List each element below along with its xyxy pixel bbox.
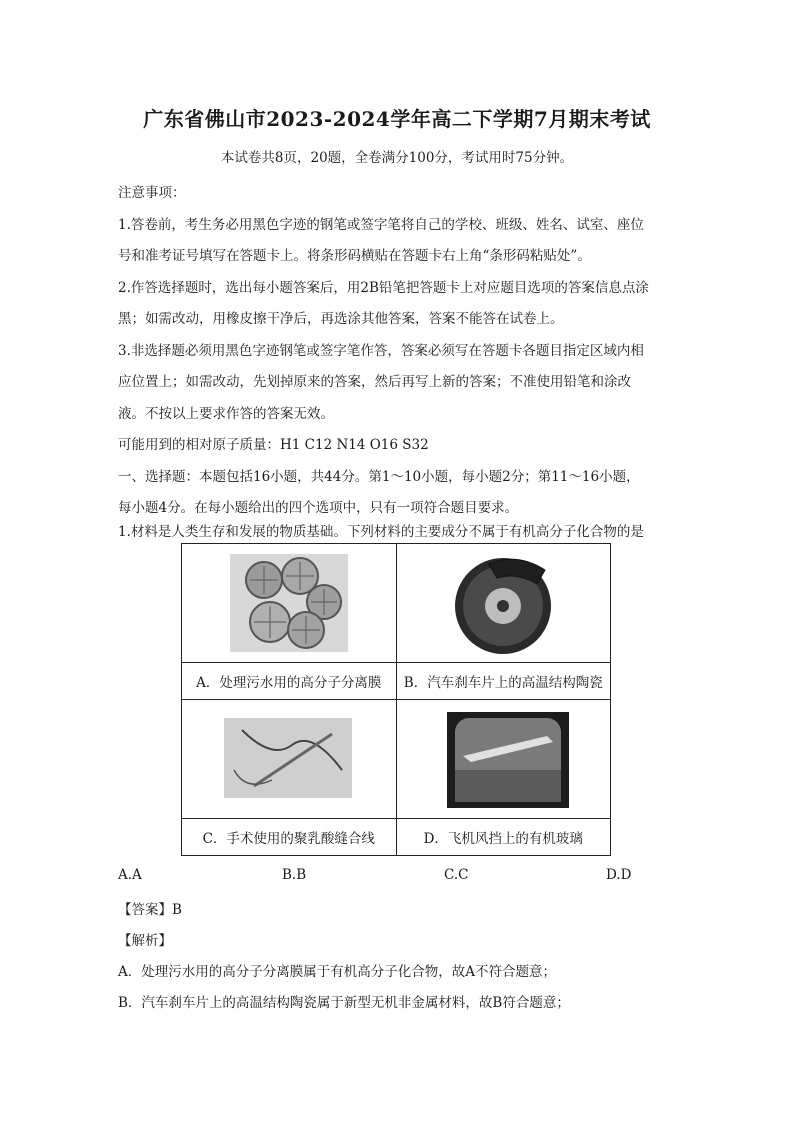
answer-line: 【答案】B <box>118 902 182 918</box>
analysis-line: A．处理污水用的高分子分离膜属于有机高分子化合物，故A不符合题意； <box>118 964 556 980</box>
notice-line: 黑；如需改动，用橡皮擦干净后，再选涂其他答案，答案不能答在试卷上。 <box>118 311 564 327</box>
atomic-mass-line: 可能用到的相对原子质量：H1 C12 N14 O16 S32 <box>118 437 429 453</box>
option-c-image <box>182 700 397 819</box>
option-c-label: C.C <box>444 867 469 883</box>
section-instruction: 一、选择题：本题包括16小题，共44分。第1～10小题，每小题2分；第11～16小题， <box>118 469 640 485</box>
option-d-image <box>396 700 611 819</box>
section-instruction: 每小题4分。在每小题给出的四个选项中，只有一项符合题目要求。 <box>118 500 519 516</box>
notice-line: 2.作答选择题时，选出每小题答案后，用2B铅笔把答题卡上对应题目选项的答案信息点涂 <box>118 280 649 296</box>
notice-line: 应位置上；如需改动，先划掉原来的答案，然后再写上新的答案；不准使用铅笔和涂改 <box>118 374 631 390</box>
option-c-caption: C．手术使用的聚乳酸缝合线 <box>182 819 397 856</box>
option-b-image <box>396 544 611 663</box>
notice-line: 号和准考证号填写在答题卡上。将条形码横贴在答题卡右上角“条形码粘贴处”。 <box>118 248 591 264</box>
membrane-tubes-image <box>182 544 396 662</box>
options-table <box>181 543 611 856</box>
notice-line: 1.答卷前，考生务必用黑色字迹的钢笔或签字笔将自己的学校、班级、姓名、试室、座位 <box>118 217 644 233</box>
notice-line: 液。不按以上要求作答的答案无效。 <box>118 406 334 422</box>
exam-info: 本试卷共8页，20题，全卷满分100分，考试用时75分钟。 <box>220 150 574 166</box>
option-d-caption: D．飞机风挡上的有机玻璃 <box>396 819 611 856</box>
analysis-line: B．汽车刹车片上的高温结构陶瓷属于新型无机非金属材料，故B符合题意； <box>118 995 570 1011</box>
notice-heading: 注意事项： <box>118 185 186 201</box>
suture-image <box>182 700 396 818</box>
analysis-heading: 【解析】 <box>118 933 172 949</box>
option-a-image <box>182 544 397 663</box>
option-b-caption: B．汽车刹车片上的高温结构陶瓷 <box>396 663 611 700</box>
option-b-label: B.B <box>282 867 307 883</box>
option-a-caption: A．处理污水用的高分子分离膜 <box>182 663 397 700</box>
question-stem: 1.材料是人类生存和发展的物质基础。下列材料的主要成分不属于有机高分子化合物的是 <box>118 524 644 540</box>
option-a-label: A.A <box>118 867 142 883</box>
option-d-label: D.D <box>606 867 632 883</box>
brake-disc-image <box>397 544 613 662</box>
notice-line: 3.非选择题必须用黑色字迹钢笔或签字笔作答，答案必须写在答题卡各题目指定区域内相 <box>118 343 644 359</box>
page-title: 广东省佛山市2023-2024学年高二下学期7月期末考试 <box>143 107 651 131</box>
aircraft-window-image <box>397 700 613 818</box>
